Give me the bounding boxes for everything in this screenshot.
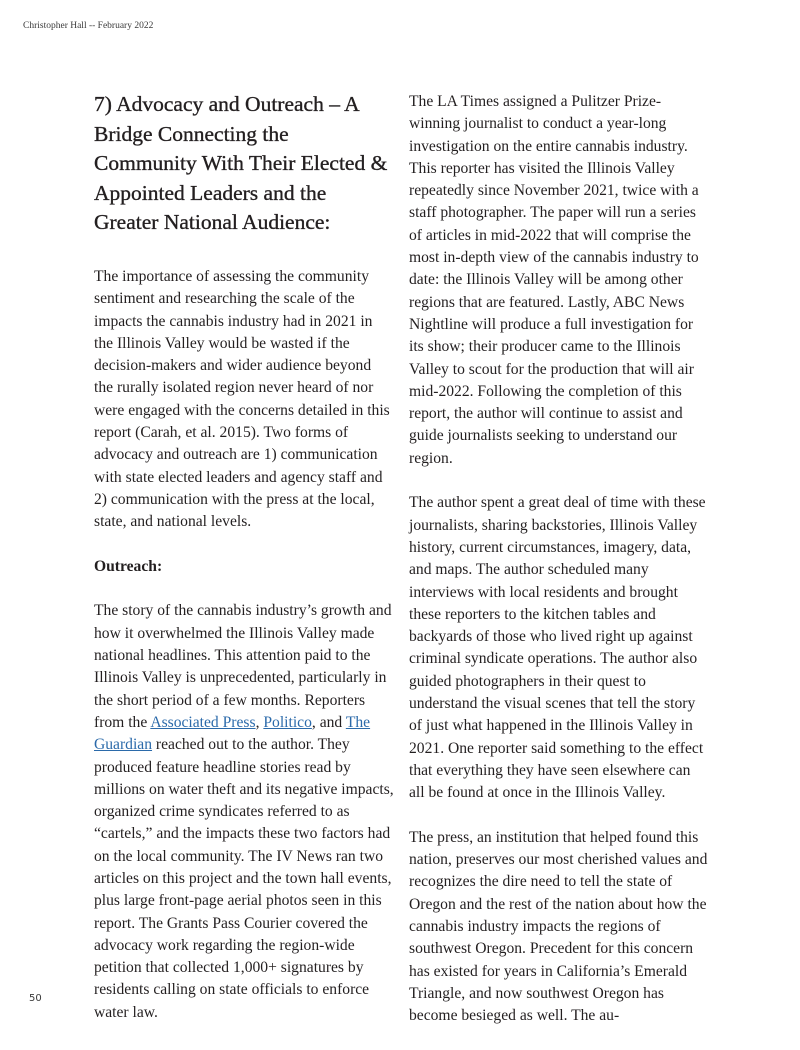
- running-header: Christopher Hall -- February 2022: [23, 21, 154, 31]
- journalists-paragraph: The author spent a great deal of time with these journalists, sharing backstories, Illinois Valley history, current circumstances, imagery, data, and maps. The author scheduled many interviews with local residents and brought these reporters to the kitchen tables and backyards of those who lived right up against criminal syndicate operations. The author also guided photographers in their quest to understand the visual scenes that tell the story of just what happened in the Illinois Valley in 2021. One reporter said something to the effect that everything they have seen elsewhere can all be found at once in the Illinois Valley.: [409, 494, 706, 802]
- the-guardian-link[interactable]: The Guardian: [94, 713, 371, 754]
- associated-press-link[interactable]: Associated Press: [150, 713, 256, 731]
- outreach-subheading: Outreach:: [94, 557, 163, 575]
- separator-1: ,: [255, 713, 264, 731]
- intro-paragraph: The importance of assessing the community sentiment and researching the scale of the impacts the cannabis industry had in 2021 in the Illinois Valley would be wasted if the decision-makers and wider audience beyond the rurally isolated region never heard of nor were engaged with the concerns detailed in this report (Carah, et al. 2015). Two forms of advocacy and outreach are 1) communication with state elected leaders and agency staff and 2) communication with the press at the local, state, and national levels.: [94, 267, 390, 531]
- la-times-paragraph: The LA Times assigned a Pulitzer Prize-winning journalist to conduct a year-long investigation on the entire cannabis industry. This reporter has visited the Illinois Valley repeatedly since November 2021, twice with a staff photographer. The paper will run a series of articles in mid-2022 that will comprise the most in-depth view of the cannabis industry to date: the Illinois Valley will be among other regions that are featured. Lastly, ABC News Nightline will produce a full investigation for its show; their producer came to the Illinois Valley to scout for the production that will air mid-2022. Following the completion of this report, the author will continue to assist and guide journalists seeking to understand our region.: [409, 93, 699, 467]
- page-number: 50: [29, 993, 42, 1004]
- right-column: [409, 91, 709, 1050]
- press-paragraph: The press, an institution that helped found this nation, preserves our most cherished values and recognizes the dire need to tell the state of Oregon and the rest of the nation about how the cannabis industry impacts the regions of southwest Oregon. Precedent for this concern has existed for years in California’s Emerald Triangle, and now southwest Oregon has become besieged as well. The au-: [409, 828, 708, 1025]
- outreach-text-2: reached out to the author. They produced feature headline stories read by millions on water theft and its negative impacts, organized crime syndicates referred to as “cartels,” and the impacts these two factors had on the local community. The IV News ran two articles on this project and the town hall events, plus large front-page aerial photos seen in this report. The Grants Pass Courier covered the advocacy work regarding the region-wide petition that collected 1,000+ signatures by residents calling on state officials to enforce water law.: [94, 736, 394, 1021]
- outreach-paragraph: [94, 600, 394, 1024]
- politico-link[interactable]: Politico: [263, 713, 312, 731]
- separator-2: , and: [311, 713, 346, 731]
- outreach-text-1: The story of the cannabis industry’s growth and how it overwhelmed the Illinois Valley made national headlines. This attention paid to the Illinois Valley is unprecedented, particularly in the short period of a few months. Reporters from the: [94, 602, 392, 731]
- left-column: [94, 90, 394, 1046]
- section-heading: 7) Advocacy and Outreach – A Bridge Connecting the Community With Their Elected & Appointed Leaders and the Greater National Audience:: [94, 92, 388, 235]
